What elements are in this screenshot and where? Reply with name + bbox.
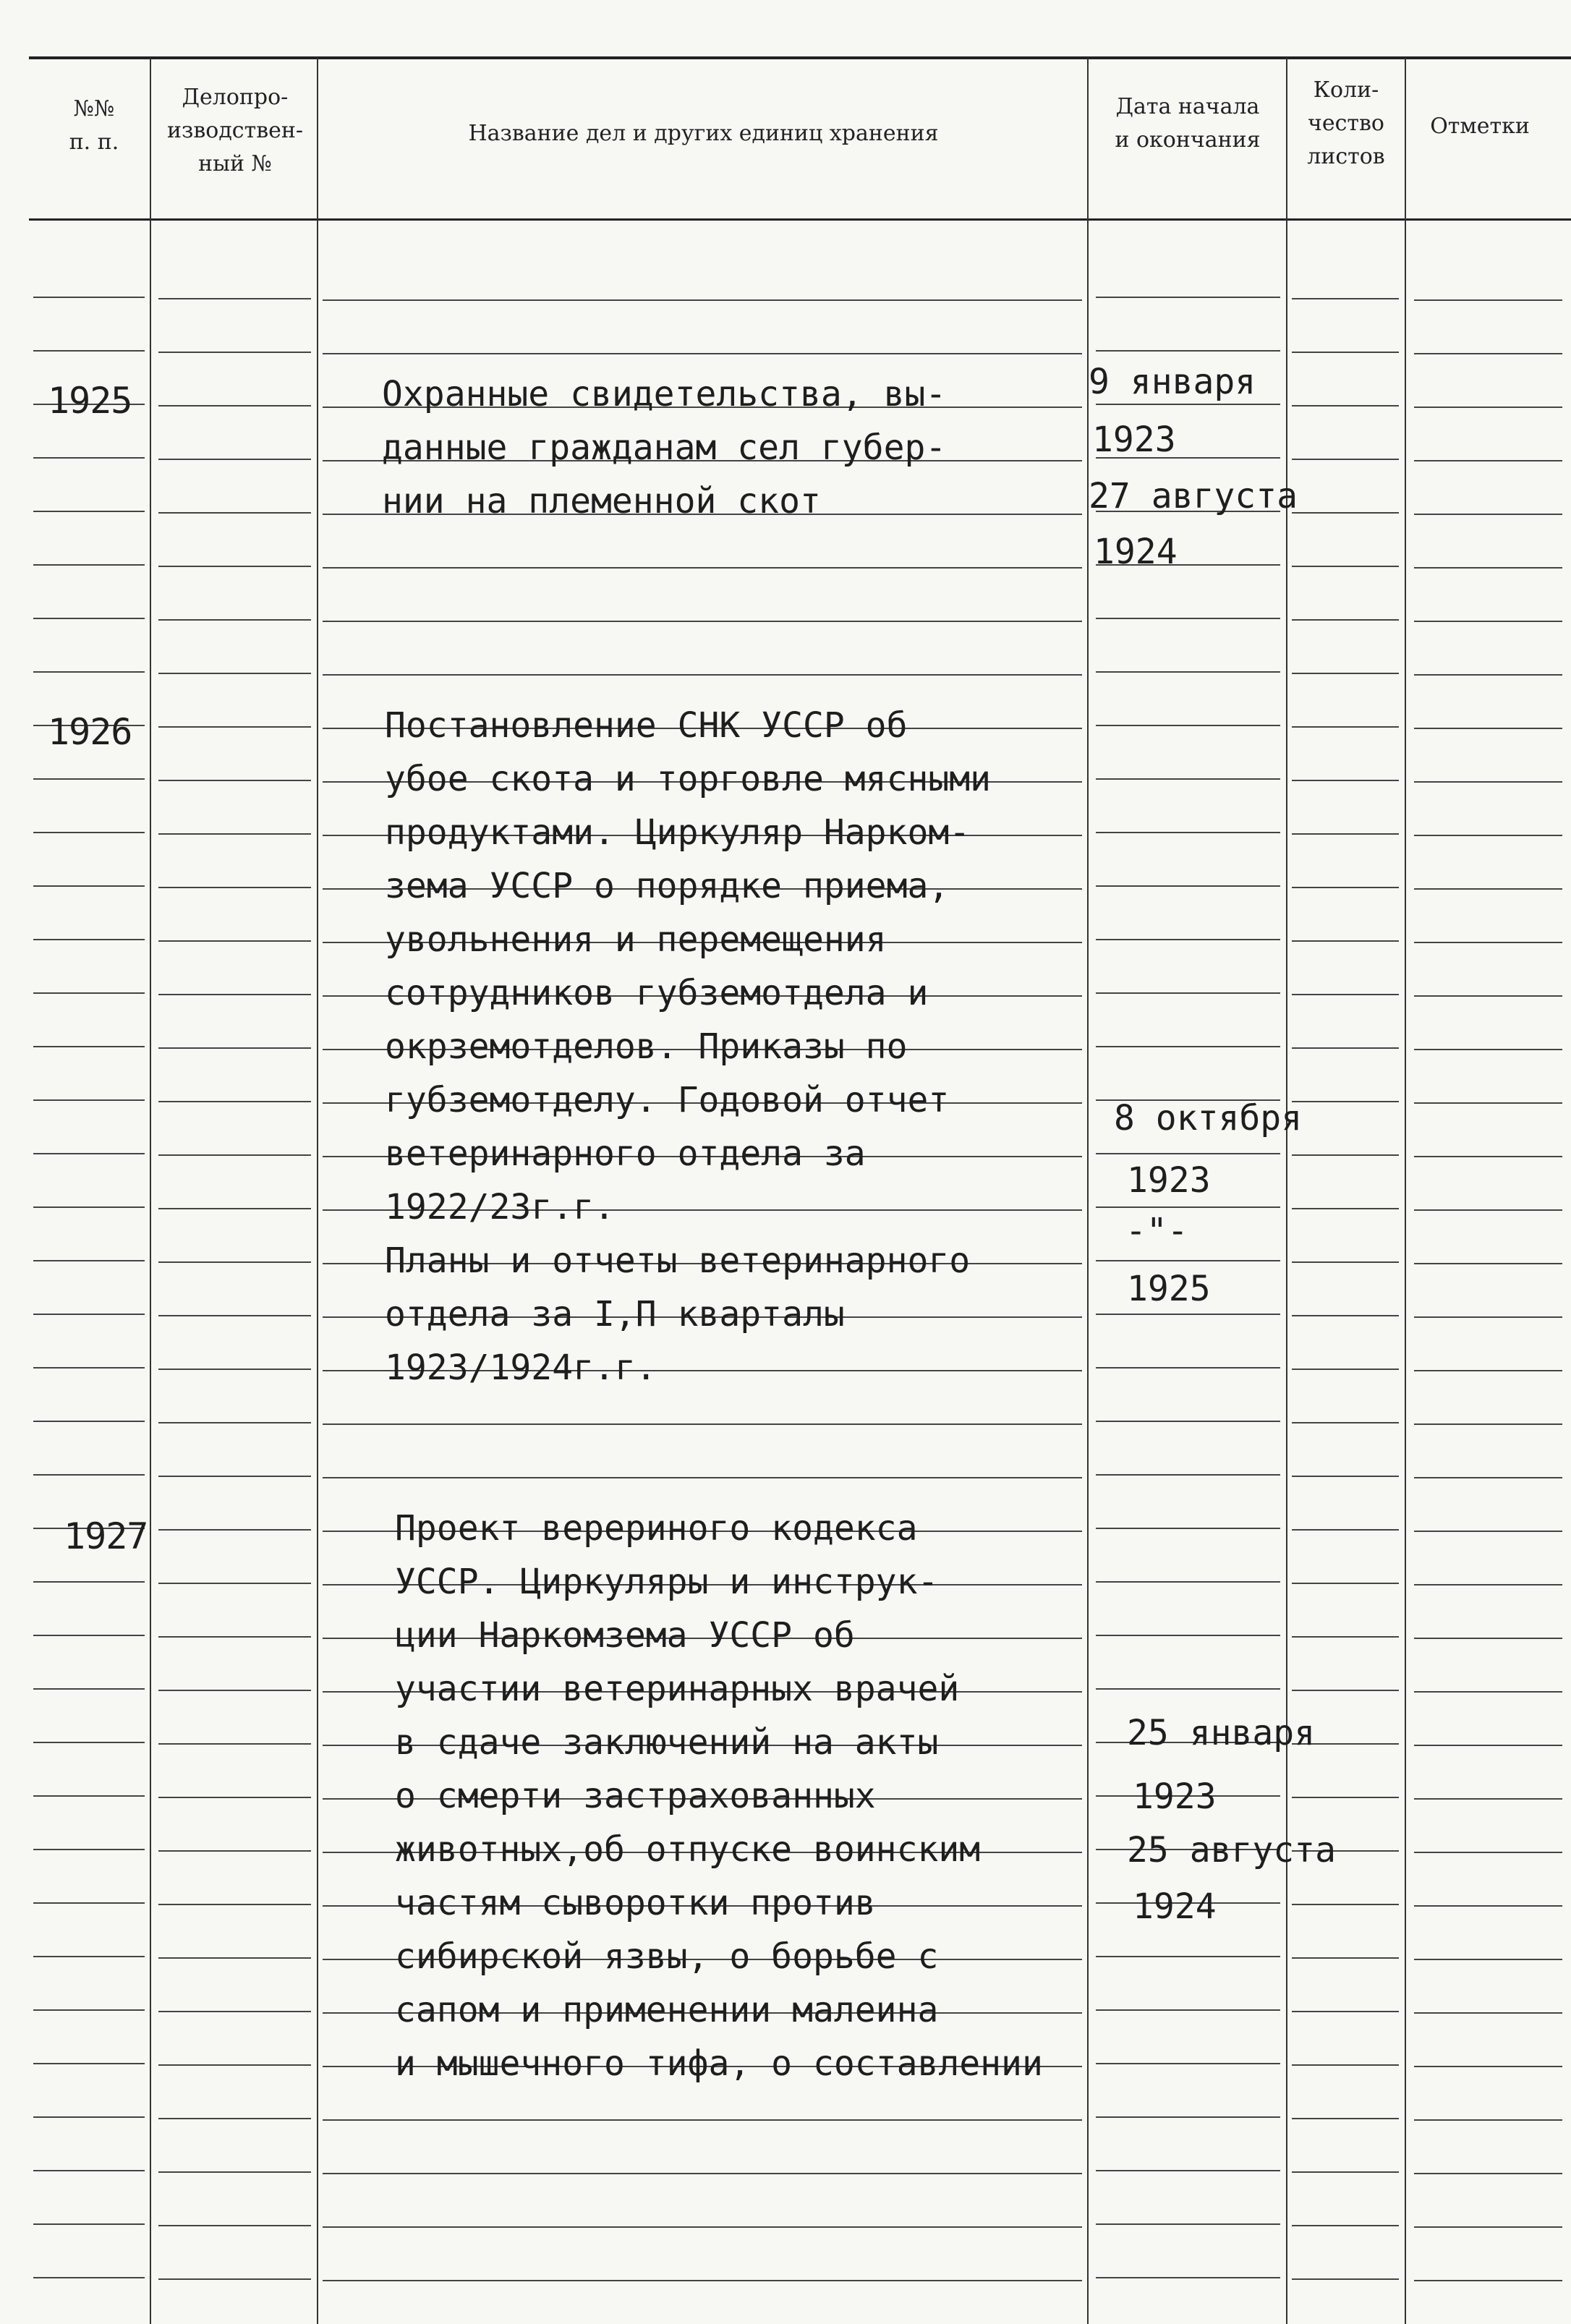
entry-line: УССР. Циркуляры и инструк- — [395, 1562, 939, 1602]
ruled-line — [1292, 1797, 1399, 1798]
ruled-line — [1292, 673, 1399, 674]
entry-line: о смерти застрахованных — [395, 1776, 876, 1816]
header-office-line3: ный № — [198, 151, 272, 176]
ruled-line — [33, 564, 145, 566]
ruled-line — [158, 994, 311, 995]
ruled-line — [1096, 671, 1280, 673]
ruled-line — [1096, 618, 1280, 619]
ruled-line — [1292, 726, 1399, 728]
ruled-line — [1292, 1315, 1399, 1316]
ruled-line — [1096, 1956, 1280, 1957]
entry-line: данные гражданам сел губер- — [382, 427, 947, 468]
ruled-line — [323, 1423, 1082, 1425]
ruled-line — [33, 1421, 145, 1422]
ruled-line — [1292, 459, 1399, 460]
entry-line: продуктами. Циркуляр Наркoм- — [385, 812, 971, 853]
ruled-line — [1292, 2011, 1399, 2012]
ruled-line — [158, 1476, 311, 1477]
ruled-line — [1096, 2116, 1280, 2118]
ruled-line — [1096, 939, 1280, 940]
header-number-line2: п. п. — [69, 129, 119, 155]
ruled-line — [1414, 2012, 1562, 2014]
ruled-line — [1292, 1261, 1399, 1263]
ruled-line — [1292, 619, 1399, 621]
ruled-line — [1414, 1798, 1562, 1800]
ruled-line — [33, 297, 145, 298]
ruled-line — [1414, 621, 1562, 622]
ruled-line — [158, 298, 311, 299]
ruled-line — [33, 2063, 145, 2064]
ruled-line — [158, 887, 311, 888]
ruled-line — [1096, 2223, 1280, 2225]
ruled-line — [1096, 1581, 1280, 1583]
header-title — [322, 117, 1085, 150]
ruled-line — [1414, 1959, 1562, 1960]
ruled-line — [1096, 2170, 1280, 2171]
ruled-line — [33, 1742, 145, 1743]
ruled-line — [1096, 1528, 1280, 1529]
column-divider-4 — [1286, 58, 1287, 2324]
entry-line: сибирской язвы, о борьбе с — [395, 1936, 939, 1977]
ruled-line — [158, 619, 311, 621]
ruled-line — [158, 2225, 311, 2226]
ruled-line — [323, 2119, 1082, 2121]
ruled-line — [158, 1422, 311, 1423]
ruled-line — [1414, 1263, 1562, 1264]
entry-line: окрземотделов. Приказы по — [385, 1026, 908, 1067]
header-sheets-line1: Коли- — [1313, 77, 1379, 103]
ruled-line — [1096, 1635, 1280, 1636]
ruled-line — [158, 2278, 311, 2280]
ruled-line — [323, 567, 1082, 569]
ruled-line — [158, 459, 311, 460]
entry-line: ветеринарного отдела за — [385, 1133, 866, 1174]
ruled-line — [1414, 674, 1562, 676]
ruled-line — [158, 1315, 311, 1316]
ruled-line — [1292, 2225, 1399, 2226]
ruled-line — [158, 512, 311, 514]
ruled-line — [1414, 1745, 1562, 1746]
ruled-line — [33, 457, 145, 459]
ruled-line — [1096, 1314, 1280, 1315]
ruled-line — [158, 405, 311, 407]
ruled-line — [1292, 405, 1399, 407]
entry-line: убое скота и торговле мясными — [385, 759, 992, 799]
entry-line: 1922/23г.г. — [385, 1187, 615, 1227]
header-number — [43, 93, 145, 159]
ruled-line — [1292, 1422, 1399, 1423]
ruled-line — [323, 2173, 1082, 2174]
ruled-line — [1096, 2063, 1280, 2064]
ruled-line — [158, 1047, 311, 1049]
entry-line: участии ветеринарных врачей — [395, 1669, 960, 1709]
ruled-line — [1414, 353, 1562, 354]
ruled-line — [33, 1206, 145, 1208]
ruled-line — [1414, 2280, 1562, 2281]
ruled-line — [158, 833, 311, 835]
ruled-line — [33, 1260, 145, 1261]
ruled-line — [33, 832, 145, 833]
entry-line: увольнения и перемещения — [385, 919, 887, 960]
ruled-line — [1096, 832, 1280, 833]
ruled-line — [1292, 1690, 1399, 1691]
ruled-line — [33, 1581, 145, 1583]
column-divider-5 — [1405, 58, 1406, 2324]
entry-title — [395, 1502, 1043, 2090]
entry-line: Планы и отчеты ветеринарного — [385, 1240, 971, 1281]
ruled-line — [33, 1314, 145, 1315]
ruled-line — [33, 1688, 145, 1690]
ruled-line — [158, 1957, 311, 1959]
ruled-line — [1414, 1691, 1562, 1693]
ruled-line — [323, 2226, 1082, 2228]
ruled-line — [33, 1902, 145, 1904]
entry-title — [385, 699, 991, 1395]
ruled-line — [158, 780, 311, 781]
ruled-line — [1414, 407, 1562, 408]
entry-line: нии на племенной скот — [382, 481, 821, 522]
ruled-line — [1414, 1049, 1562, 1050]
ruled-line — [1414, 728, 1562, 729]
ruled-line — [158, 1154, 311, 1156]
ruled-line — [33, 939, 145, 940]
entry-line: в сдаче заключений на акты — [395, 1722, 939, 1763]
header-title-text: Название дел и других единиц хранения — [468, 121, 939, 146]
ruled-line — [1414, 1477, 1562, 1478]
ruled-line — [1414, 1209, 1562, 1211]
ruled-line — [323, 2280, 1082, 2281]
ruled-line — [1414, 942, 1562, 943]
ruled-line — [1096, 2009, 1280, 2011]
ruled-line — [1096, 1153, 1280, 1154]
ruled-line — [1292, 940, 1399, 942]
entry-line: ции Наркомзема УССР об — [395, 1615, 855, 1656]
ruled-line — [33, 1635, 145, 1636]
ruled-line — [1292, 2171, 1399, 2173]
ruled-line — [1414, 1370, 1562, 1371]
date-end-year: 1924 — [1133, 1886, 1217, 1927]
ruled-line — [33, 992, 145, 994]
ruled-line — [1292, 1529, 1399, 1531]
ruled-line — [1414, 1531, 1562, 1532]
ruled-line — [158, 1743, 311, 1745]
entry-line: и мышечного тифа, о составлении — [395, 2043, 1043, 2084]
header-notes-text: Отметки — [1430, 114, 1530, 139]
ruled-line — [158, 1529, 311, 1531]
header-sheets-line2: чество — [1308, 111, 1384, 136]
date-start-year: 1923 — [1092, 420, 1176, 460]
date-start: 9 января — [1089, 362, 1256, 402]
ruled-line — [1414, 460, 1562, 461]
ruled-line — [33, 1956, 145, 1957]
ruled-line — [1096, 1474, 1280, 1476]
ruled-line — [1414, 1156, 1562, 1157]
ruled-line — [1096, 2277, 1280, 2278]
date-ditto: -"- — [1125, 1211, 1188, 1251]
ruled-line — [1414, 1905, 1562, 1907]
ruled-line — [158, 726, 311, 728]
ruled-line — [1292, 1154, 1399, 1156]
ruled-line — [1096, 725, 1280, 726]
ruled-line — [1414, 2226, 1562, 2228]
ruled-line — [1292, 1636, 1399, 1638]
ruled-line — [1414, 1316, 1562, 1318]
ruled-line — [323, 353, 1082, 354]
ruled-line — [158, 1636, 311, 1638]
ruled-line — [33, 1474, 145, 1476]
header-sheets-line3: листов — [1307, 144, 1385, 169]
ruled-line — [1292, 2118, 1399, 2119]
date-end: 25 августа — [1127, 1830, 1336, 1870]
entry-title — [382, 367, 946, 528]
table-header-border — [29, 218, 1571, 221]
date-start-year: 1923 — [1127, 1160, 1211, 1201]
ruled-line — [158, 1101, 311, 1102]
entry-line: сапом и применении малеина — [395, 1990, 939, 2030]
ruled-line — [158, 2064, 311, 2066]
ruled-line — [1096, 1046, 1280, 1047]
ruled-line — [1292, 1208, 1399, 1209]
date-end-year: 1924 — [1094, 532, 1178, 572]
ruled-line — [158, 1797, 311, 1798]
header-dates-line1: Дата начала — [1115, 94, 1260, 119]
ruled-line — [33, 671, 145, 673]
header-office-number — [155, 81, 315, 181]
ruled-line — [1096, 404, 1280, 405]
ruled-line — [1292, 566, 1399, 567]
entry-line: Проект верериного кодекса — [395, 1508, 918, 1549]
ruled-line — [1292, 2064, 1399, 2066]
ruled-line — [158, 2118, 311, 2119]
ruled-line — [1292, 994, 1399, 995]
date-end-year: 1925 — [1127, 1269, 1211, 1309]
ruled-line — [323, 621, 1082, 622]
ruled-line — [33, 2009, 145, 2011]
ruled-line — [1096, 297, 1280, 298]
ruled-line — [1292, 1957, 1399, 1959]
ruled-line — [1292, 833, 1399, 835]
ruled-line — [1096, 1367, 1280, 1369]
ruled-line — [33, 1099, 145, 1101]
ruled-line — [158, 1369, 311, 1370]
ruled-line — [33, 1367, 145, 1369]
date-start: 8 октября — [1114, 1098, 1303, 1138]
ruled-line — [323, 1477, 1082, 1478]
ruled-line — [33, 350, 145, 352]
ruled-line — [1292, 1101, 1399, 1102]
entry-line: Охранные свидетельства, вы- — [382, 374, 947, 414]
ruled-line — [1292, 1369, 1399, 1370]
entry-number: 1927 — [64, 1515, 148, 1557]
ruled-line — [1292, 1047, 1399, 1049]
ruled-line — [323, 299, 1082, 301]
header-dates-line2: и окончания — [1115, 127, 1261, 153]
header-dates — [1091, 90, 1285, 157]
ruled-line — [1414, 1584, 1562, 1585]
ruled-line — [158, 1850, 311, 1852]
ruled-line — [1414, 567, 1562, 569]
ruled-line — [158, 1208, 311, 1209]
column-divider-2 — [317, 58, 318, 2324]
ruled-line — [1292, 780, 1399, 781]
ruled-line — [158, 1261, 311, 1263]
ruled-line — [158, 1583, 311, 1584]
ruled-line — [33, 618, 145, 619]
header-notes — [1408, 110, 1552, 143]
ruled-line — [1096, 992, 1280, 994]
ruled-line — [1292, 1476, 1399, 1477]
ruled-line — [1096, 1688, 1280, 1690]
ruled-line — [33, 2170, 145, 2171]
ruled-line — [33, 778, 145, 780]
ruled-line — [158, 1690, 311, 1691]
ruled-line — [1096, 1206, 1280, 1208]
ruled-line — [1096, 778, 1280, 780]
entry-number: 1925 — [48, 380, 132, 422]
date-start-year: 1923 — [1133, 1776, 1217, 1817]
ruled-line — [1292, 2278, 1399, 2280]
table-top-border — [29, 56, 1571, 59]
date-start: 25 января — [1127, 1713, 1316, 1753]
ruled-line — [1292, 1583, 1399, 1584]
ruled-line — [158, 1904, 311, 1905]
ruled-line — [158, 673, 311, 674]
date-end: 27 августа — [1089, 476, 1298, 516]
ruled-line — [33, 1153, 145, 1154]
ruled-line — [323, 674, 1082, 676]
ruled-line — [1096, 1421, 1280, 1422]
ruled-line — [33, 511, 145, 512]
ruled-line — [1414, 1102, 1562, 1104]
header-office-line1: Делопро- — [182, 85, 289, 110]
entry-line: сотрудников губземотдела и — [385, 973, 929, 1013]
ruled-line — [33, 885, 145, 887]
ruled-line — [1292, 512, 1399, 514]
ruled-line — [1414, 2119, 1562, 2121]
ruled-line — [1414, 1638, 1562, 1639]
ruled-line — [1292, 1904, 1399, 1905]
ruled-line — [1096, 350, 1280, 352]
header-sheets — [1289, 74, 1403, 174]
ruled-line — [1414, 299, 1562, 301]
header-office-line2: изводствен- — [167, 118, 303, 143]
ruled-line — [158, 352, 311, 353]
ruled-line — [1414, 835, 1562, 836]
entry-line: частям сыворотки против — [395, 1883, 876, 1923]
ruled-line — [1414, 888, 1562, 890]
entry-number: 1926 — [48, 711, 132, 753]
entry-line: животных,об отпуске воинским — [395, 1829, 981, 1870]
entry-line: отдела за I,П кварталы — [385, 1294, 845, 1335]
ruled-line — [1414, 514, 1562, 515]
entry-line: губземотделу. Годовой отчет — [385, 1080, 950, 1120]
entry-line: зема УССР о порядке приема, — [385, 866, 950, 906]
ruled-line — [33, 1046, 145, 1047]
ruled-line — [1414, 781, 1562, 783]
column-divider-1 — [150, 58, 151, 2324]
ruled-line — [158, 2171, 311, 2173]
ruled-line — [33, 2223, 145, 2225]
ruled-line — [1414, 1423, 1562, 1425]
ruled-line — [158, 940, 311, 942]
ruled-line — [1414, 2173, 1562, 2174]
ruled-line — [33, 1849, 145, 1850]
ruled-line — [1414, 1852, 1562, 1853]
ruled-line — [1096, 1260, 1280, 1261]
ruled-line — [33, 1795, 145, 1797]
ruled-line — [1414, 995, 1562, 997]
ruled-line — [1414, 2066, 1562, 2067]
entry-line: Постановление СНК УССР об — [385, 705, 908, 746]
ruled-line — [158, 2011, 311, 2012]
ruled-line — [1292, 887, 1399, 888]
ruled-line — [1292, 298, 1399, 299]
ruled-line — [1292, 352, 1399, 353]
header-number-line1: №№ — [73, 96, 115, 122]
ruled-line — [33, 2277, 145, 2278]
ruled-line — [33, 2116, 145, 2118]
ruled-line — [1096, 885, 1280, 887]
ruled-line — [158, 566, 311, 567]
entry-line: 1923/1924г.г. — [385, 1348, 657, 1388]
